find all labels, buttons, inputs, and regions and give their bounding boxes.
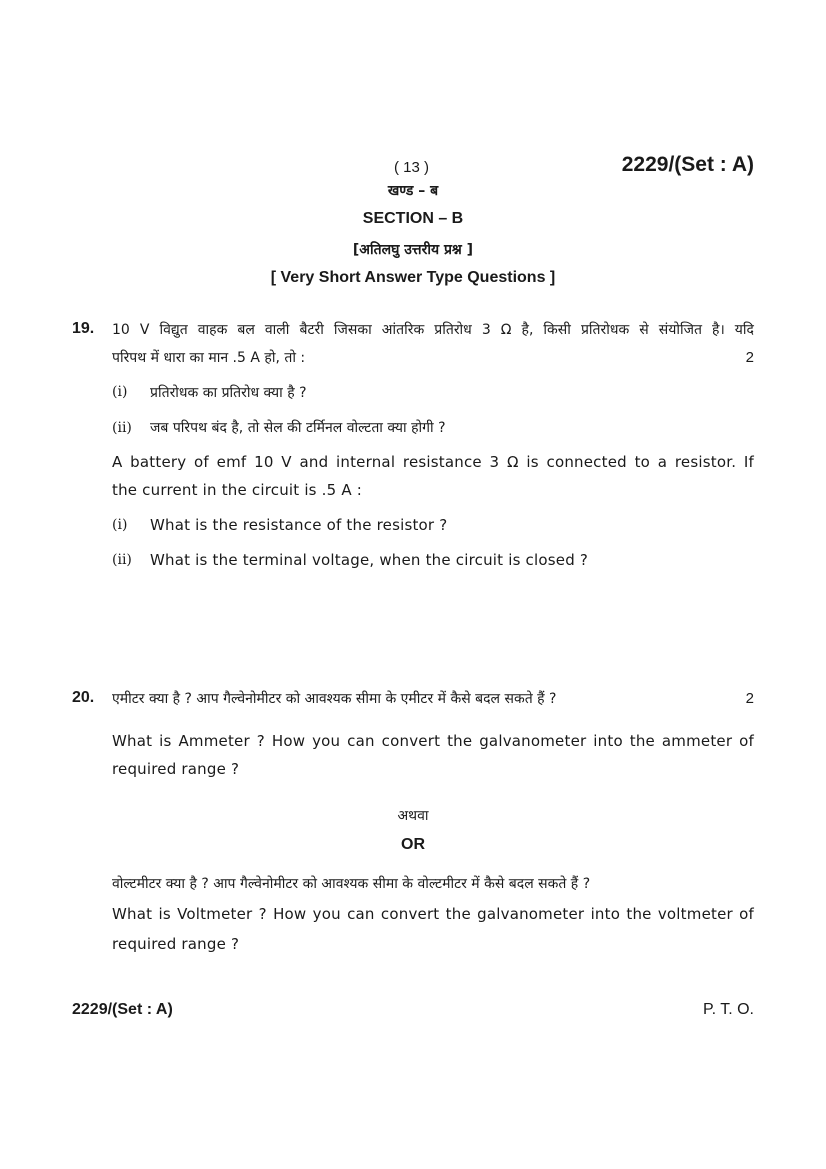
- q19-english-part-i-label: (i): [112, 517, 128, 533]
- q20-marks: 2: [745, 690, 754, 707]
- q19-english-part-ii-label: (ii): [112, 552, 132, 568]
- q19-hindi-line2: परिपथ में धारा का मान .5 A हो, तो :: [112, 350, 306, 366]
- q19-hindi-part-ii-label: (ii): [112, 420, 132, 436]
- q19-hindi-part-i-text: प्रतिरोधक का प्रतिरोध क्या है ?: [150, 385, 307, 401]
- or-english: OR: [401, 836, 425, 853]
- q19-hindi-part-ii-text: जब परिपथ बंद है, तो सेल की टर्मिनल वोल्टता क्या होगी ?: [150, 420, 446, 436]
- q19-english-line1: A battery of emf 10 V and internal resistance 3 Ω is connected to a resistor. If: [112, 453, 754, 471]
- q20-alt-hindi-text: वोल्टमीटर क्या है ? आप गैल्वेनोमीटर को आवश्यक सीमा के वोल्टमीटर में कैसे बदल सकते हैं ?: [112, 876, 591, 892]
- section-hindi-title: खण्ड – ब: [387, 183, 439, 199]
- pto-label: P. T. O.: [703, 1001, 754, 1018]
- set-code-header: 2229/(Set : A): [621, 153, 754, 176]
- q19-hindi-line1: 10 V विद्युत वाहक बल वाली बैटरी जिसका आंतरिक प्रतिरोध 3 Ω है, किसी प्रतिरोधक से संयोजित है। यदि: [112, 322, 754, 338]
- or-hindi: अथवा: [397, 808, 429, 824]
- set-code-footer: 2229/(Set : A): [72, 1001, 173, 1018]
- question-20-number: 20.: [72, 689, 95, 706]
- q19-marks: 2: [745, 349, 754, 366]
- q19-hindi-part-i-label: (i): [112, 384, 128, 400]
- q19-english-line2: the current in the circuit is .5 A :: [112, 481, 363, 499]
- q20-alt-english-line2: required range ?: [112, 935, 240, 953]
- section-english-subtitle: [ Very Short Answer Type Questions ]: [270, 269, 556, 286]
- q20-english-line1: What is Ammeter ? How you can convert the galvanometer into the ammeter of: [112, 732, 754, 750]
- section-english-title: SECTION – B: [362, 210, 464, 227]
- q20-english-line2: required range ?: [112, 760, 240, 778]
- q19-english-part-ii-text: What is the terminal voltage, when the circuit is closed ?: [150, 551, 589, 569]
- q20-alt-english-line1: What is Voltmeter ? How you can convert the galvanometer into the voltmeter of: [112, 905, 754, 923]
- section-hindi-subtitle: [अतिलघु उत्तरीय प्रश्न ]: [352, 242, 474, 258]
- question-19-number: 19.: [72, 320, 95, 337]
- page-number: ( 13 ): [394, 159, 430, 176]
- q19-english-part-i-text: What is the resistance of the resistor ?: [150, 516, 448, 534]
- q20-hindi-text: एमीटर क्या है ? आप गैल्वेनोमीटर को आवश्यक सीमा के एमीटर में कैसे बदल सकते हैं ?: [112, 691, 557, 707]
